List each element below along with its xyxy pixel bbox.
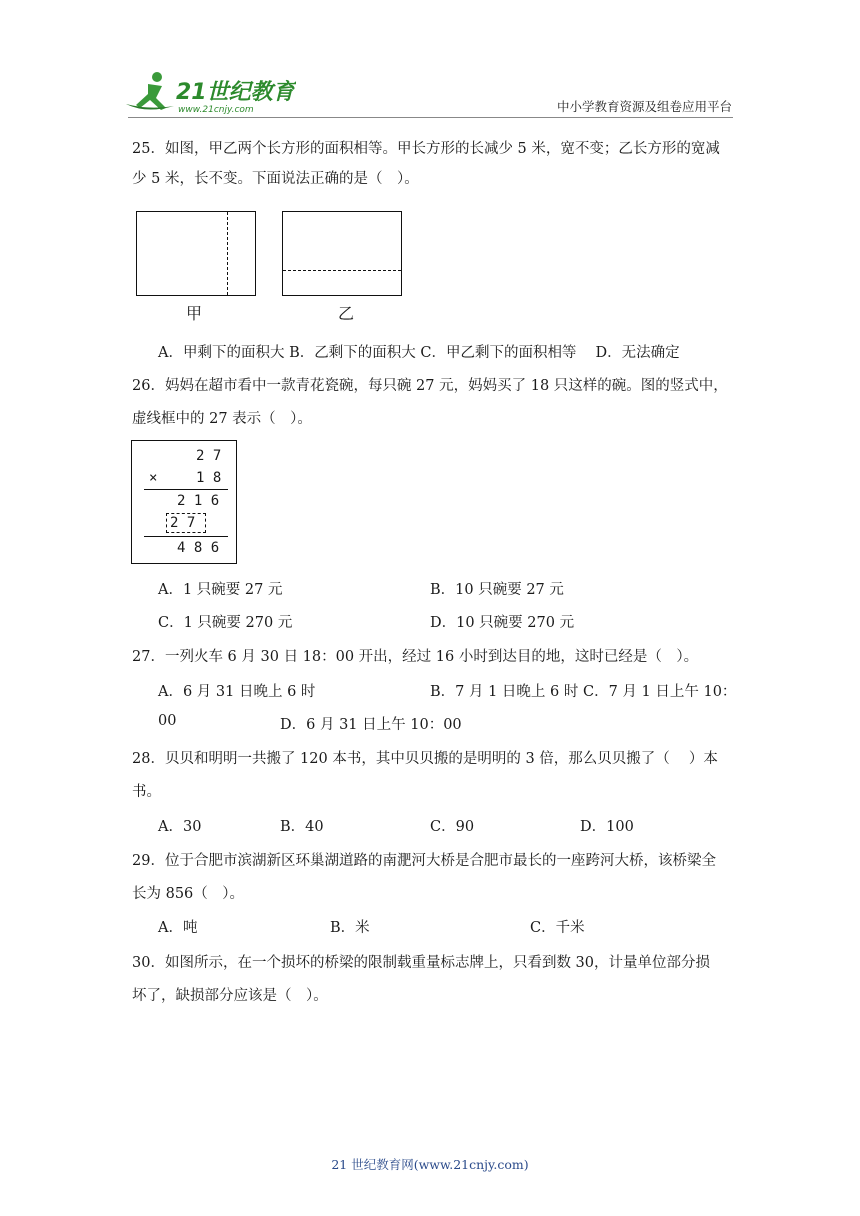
q26-text-line1: 26．妈妈在超市看中一款青花瓷碗，每只碗 27 元，妈妈买了 18 只这样的碗。图的竖式中， [132,378,728,394]
q28-text-line2: 书。 [132,784,161,800]
q30-text-line1: 30．如图所示，在一个损坏的桥梁的限制载重量标志牌上，只看到数 30，计量单位部分损 [132,955,711,971]
q28-option-c: C．90 [430,819,475,835]
q27-option-bc: B．7 月 1 日晚上 6 时 C．7 月 1 日上午 10： [430,684,737,700]
q28-option-b: B．40 [280,819,324,835]
page-footer: 21 世纪教育网(www.21cnjy.com) [331,1157,529,1172]
q26-text-line2: 虚线框中的 27 表示（ ）。 [132,411,312,427]
q28-option-a: A．30 [158,819,202,835]
q28-text-line1: 28．贝贝和明明一共搬了 120 本书，其中贝贝搬的是明明的 3 倍，那么贝贝搬了（ ）本 [132,751,718,767]
logo-url: www.21cnjy.com [178,105,254,114]
q27-text: 27．一列火车 6 月 30 日 18：00 开出，经过 16 小时到达目的地，这时已经是（ ）。 [132,649,699,665]
q25-text-line2: 少 5 米，长不变。下面说法正确的是（ ）。 [132,171,419,187]
calc-row-partial-1: 2 1 6 [177,493,220,509]
q25-text-line1: 25．如图，甲乙两个长方形的面积相等。甲长方形的长减少 5 米，宽不变；乙长方形的宽减 [132,141,720,157]
q26-option-a: A．1 只碗要 27 元 [158,582,283,598]
q27-option-c-cont: 00 [158,713,177,729]
q25-options: A．甲剩下的面积大 B．乙剩下的面积大 C．甲乙剩下的面积相等 D．无法确定 [158,345,680,361]
q26-option-b: B．10 只碗要 27 元 [430,582,564,598]
calc-row-partial-2: 2 7 [170,515,196,531]
platform-name: 中小学教育资源及组卷应用平台 [556,99,732,114]
q28-option-d: D．100 [580,819,634,835]
rect-yi-dashed-line [283,270,401,271]
calc-row-multiplicand: 2 7 [196,448,222,464]
q29-text-line2: 长为 856（ ）。 [132,886,245,902]
label-yi: 乙 [338,304,355,323]
header-divider [128,117,733,118]
logo-text: 21世纪教育 [176,80,295,105]
q27-option-d: D．6 月 31 日上午 10：00 [280,717,462,733]
q29-option-a: A．吨 [158,920,198,936]
q29-text-line1: 29．位于合肥市滨湖新区环巢湖道路的南淝河大桥是合肥市最长的一座跨河大桥，该桥梁全 [132,853,716,869]
q26-option-d: D．10 只碗要 270 元 [430,615,575,631]
calc-row-product: 4 8 6 [177,540,220,556]
q29-option-c: C．千米 [530,920,585,936]
calc-row-multiplier: 1 8 [196,470,222,486]
q26-option-c: C．1 只碗要 270 元 [158,615,293,631]
calc-times-sign: × [149,470,158,486]
vertical-multiplication [131,440,237,564]
rect-jia [136,211,256,296]
label-jia: 甲 [186,304,203,323]
calc-line-2 [144,536,228,537]
rect-jia-dashed-line [227,212,228,295]
calc-line-1 [144,489,228,490]
q27-option-a: A．6 月 31 日晚上 6 时 [158,684,316,700]
q29-option-b: B．米 [330,920,370,936]
q30-text-line2: 坏了，缺损部分应该是（ ）。 [132,988,328,1004]
rect-yi [282,211,402,296]
site-logo [126,68,296,114]
